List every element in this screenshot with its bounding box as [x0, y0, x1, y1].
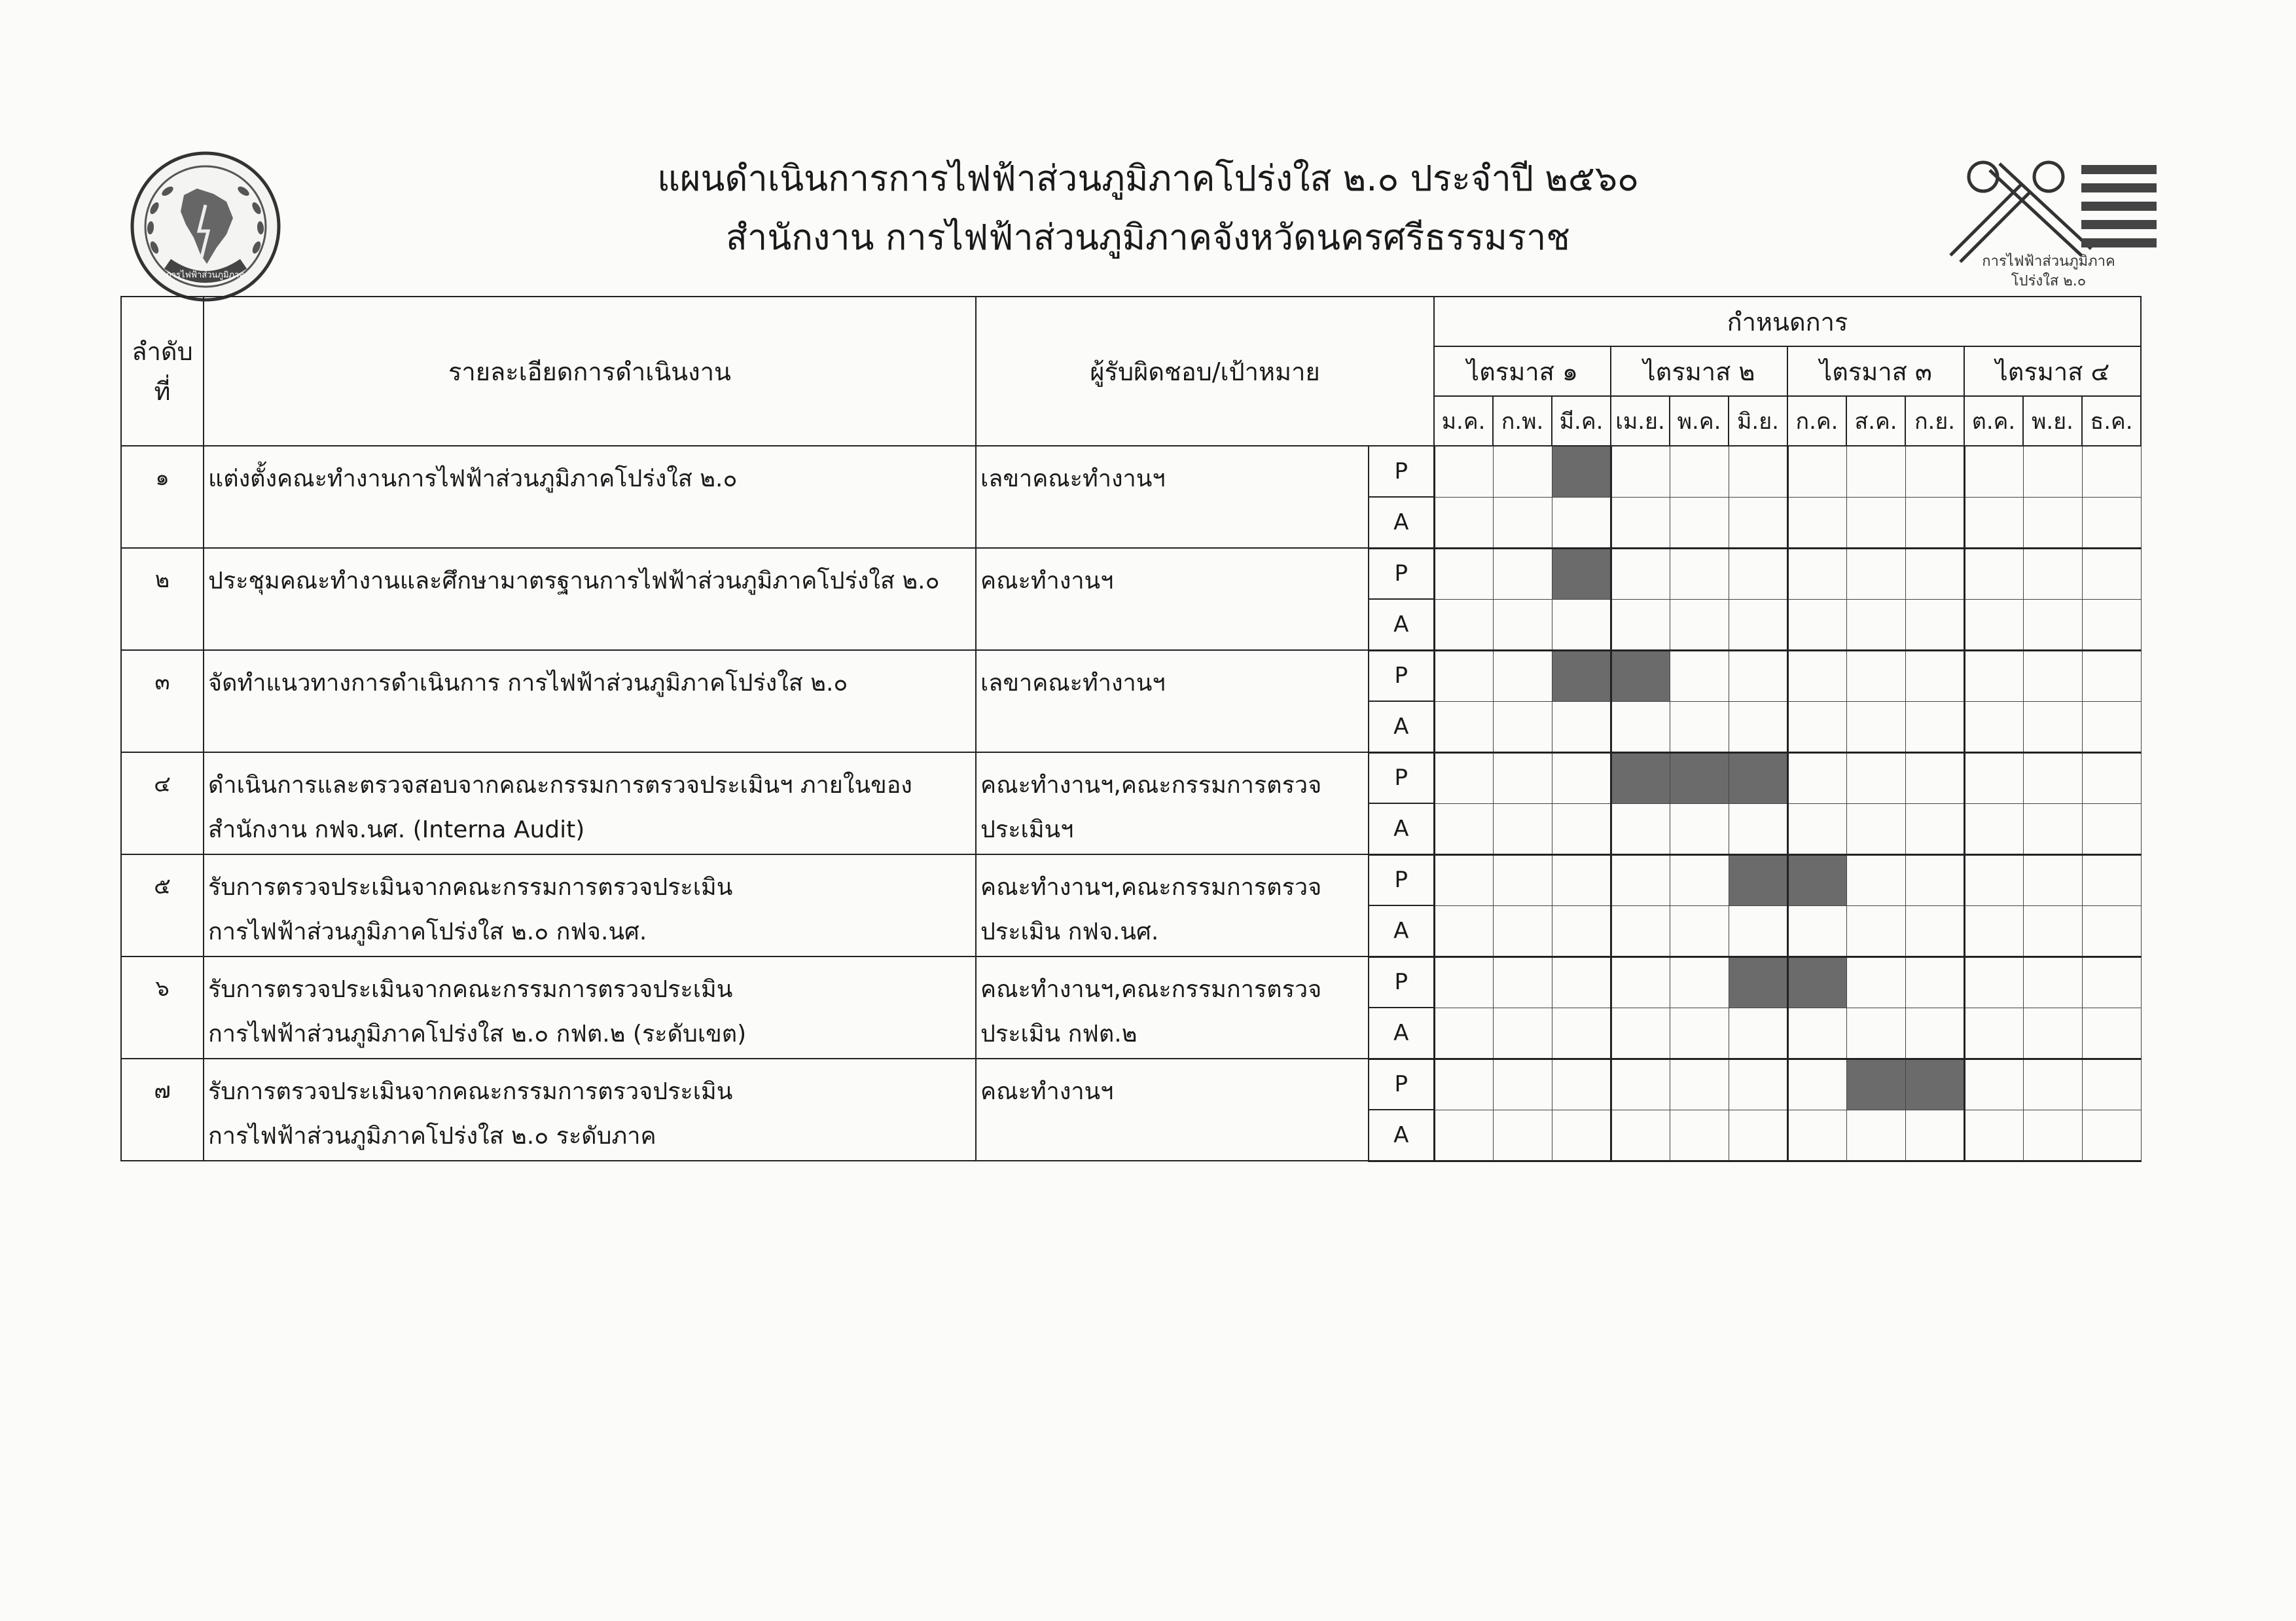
plan-cell [1434, 956, 1493, 1008]
plan-label: P [1369, 956, 1434, 1008]
detail-line-1: รับการตรวจประเมินจากคณะกรรมการตรวจประเมิน [208, 874, 733, 901]
actual-cell [1493, 803, 1552, 854]
plan-label: P [1369, 446, 1434, 497]
actual-cell [1787, 701, 1846, 752]
plan-cell [1905, 650, 1964, 701]
actual-cell [1434, 497, 1493, 548]
plan-cell [2023, 956, 2082, 1008]
plan-cell-filled [1552, 650, 1611, 701]
plan-label: P [1369, 752, 1434, 803]
actual-cell [1964, 803, 2023, 854]
logo-caption-line-2: โปร่งใส ๒.๐ [2011, 273, 2087, 289]
plan-cell [2082, 956, 2141, 1008]
actual-cell [1964, 905, 2023, 956]
actual-cell [2082, 701, 2141, 752]
plan-cell [1787, 752, 1846, 803]
plan-cell [1905, 956, 1964, 1008]
actual-cell [1670, 497, 1729, 548]
row-responsible [976, 548, 1369, 650]
actual-cell [1729, 497, 1787, 548]
actual-cell [1905, 905, 1964, 956]
actual-cell [1434, 701, 1493, 752]
actual-cell [1611, 803, 1670, 854]
plan-cell [1670, 446, 1729, 497]
plan-cell [1787, 1059, 1846, 1110]
plan-cell [1905, 548, 1964, 599]
plan-cell-filled [1670, 752, 1729, 803]
plan-cell-filled [1611, 650, 1670, 701]
actual-cell [1670, 1008, 1729, 1059]
quarter-header-2: ไตรมาส ๒ [1611, 346, 1787, 396]
plan-cell [1434, 446, 1493, 497]
actual-cell [1729, 1008, 1787, 1059]
row-responsible [976, 854, 1369, 956]
plan-cell [1846, 956, 1905, 1008]
actual-cell [1905, 1008, 1964, 1059]
plan-cell [1670, 956, 1729, 1008]
row-detail [204, 956, 976, 1059]
row-responsible [976, 1059, 1369, 1161]
responsible-line-1: เลขาคณะทำงานฯ [980, 670, 1166, 697]
responsible-line-1: คณะทำงานฯ,คณะกรรมการตรวจ [980, 976, 1322, 1003]
responsible-line-2: ประเมิน กฟต.๒ [980, 1021, 1138, 1047]
actual-cell [1611, 905, 1670, 956]
header-no: ลำดับ ที่ [121, 297, 204, 446]
plan-cell [1905, 752, 1964, 803]
actual-cell [2023, 599, 2082, 650]
plan-body [121, 446, 2141, 1161]
plan-cell [1729, 548, 1787, 599]
plan-cell-filled [1846, 1059, 1905, 1110]
plan-cell [2082, 1059, 2141, 1110]
actual-cell [1434, 803, 1493, 854]
plan-label: P [1369, 548, 1434, 599]
plan-cell [1964, 548, 2023, 599]
plan-label: P [1369, 650, 1434, 701]
month-header-2: ก.พ. [1493, 396, 1552, 446]
plan-cell [1493, 956, 1552, 1008]
month-header-4: เม.ย. [1611, 396, 1670, 446]
detail-line-1: รับการตรวจประเมินจากคณะกรรมการตรวจประเมิน [208, 976, 733, 1003]
plan-cell [1552, 1059, 1611, 1110]
plan-cell [1670, 1059, 1729, 1110]
actual-cell [1493, 1008, 1552, 1059]
actual-cell [1729, 803, 1787, 854]
plan-cell-filled [1729, 854, 1787, 905]
actual-cell [1787, 905, 1846, 956]
table-row [121, 548, 2141, 599]
quarter-header-3: ไตรมาส ๓ [1787, 346, 1964, 396]
plan-cell [1964, 854, 2023, 905]
actual-cell [1611, 497, 1670, 548]
plan-cell [2082, 752, 2141, 803]
actual-label: A [1369, 497, 1434, 548]
month-header-7: ก.ค. [1787, 396, 1846, 446]
row-detail [204, 854, 976, 956]
header-schedule: กำหนดการ [1434, 297, 2141, 346]
row-number: ๖ [121, 956, 204, 1059]
actual-cell [1846, 701, 1905, 752]
plan-cell-filled [1729, 752, 1787, 803]
plan-cell [1964, 446, 2023, 497]
row-number: ๒ [121, 548, 204, 650]
actual-cell [1787, 1110, 1846, 1161]
table-row [121, 854, 2141, 905]
plan-cell [1493, 548, 1552, 599]
table-row [121, 956, 2141, 1008]
detail-line-1: จัดทำแนวทางการดำเนินการ การไฟฟ้าส่วนภูมิภาคโปร่งใส ๒.๐ [208, 670, 848, 697]
plan-cell [1611, 956, 1670, 1008]
month-header-9: ก.ย. [1905, 396, 1964, 446]
month-header-12: ธ.ค. [2082, 396, 2141, 446]
actual-cell [1552, 497, 1611, 548]
actual-cell [1434, 905, 1493, 956]
actual-cell [1729, 905, 1787, 956]
plan-cell [1552, 956, 1611, 1008]
plan-cell [1493, 752, 1552, 803]
plan-cell [1964, 956, 2023, 1008]
actual-cell [2082, 1110, 2141, 1161]
month-header-8: ส.ค. [1846, 396, 1905, 446]
table-row [121, 650, 2141, 701]
plan-cell [1552, 854, 1611, 905]
plan-cell [2023, 752, 2082, 803]
actual-cell [1552, 701, 1611, 752]
plan-cell [1846, 854, 1905, 905]
plan-cell [1434, 650, 1493, 701]
plan-cell-filled [1729, 956, 1787, 1008]
plan-cell [1729, 446, 1787, 497]
actual-cell [1493, 701, 1552, 752]
plan-cell [1846, 446, 1905, 497]
actual-cell [1787, 497, 1846, 548]
responsible-line-1: คณะทำงานฯ,คณะกรรมการตรวจ [980, 772, 1322, 799]
plan-cell [2023, 446, 2082, 497]
actual-cell [1611, 701, 1670, 752]
row-responsible [976, 752, 1369, 854]
plan-cell [2023, 1059, 2082, 1110]
plan-cell-filled [1787, 854, 1846, 905]
actual-cell [1552, 1110, 1611, 1161]
plan-cell [1846, 752, 1905, 803]
table-row [121, 752, 2141, 803]
actual-cell [1611, 599, 1670, 650]
row-responsible [976, 446, 1369, 548]
header-responsible: ผู้รับผิดชอบ/เป้าหมาย [976, 297, 1434, 446]
actual-cell [1670, 599, 1729, 650]
actual-label: A [1369, 1008, 1434, 1059]
actual-cell [1787, 1008, 1846, 1059]
month-header-3: มี.ค. [1552, 396, 1611, 446]
row-number: ๕ [121, 854, 204, 956]
actual-cell [1670, 701, 1729, 752]
detail-line-1: ดำเนินการและตรวจสอบจากคณะกรรมการตรวจประเมินฯ ภายในของ [208, 772, 912, 799]
actual-cell [1964, 1110, 2023, 1161]
row-detail [204, 752, 976, 854]
plan-label: P [1369, 1059, 1434, 1110]
plan-label: P [1369, 854, 1434, 905]
actual-cell [1670, 1110, 1729, 1161]
actual-cell [2023, 905, 2082, 956]
row-number: ๑ [121, 446, 204, 548]
seal-text: การไฟฟ้าส่วนภูมิภาค [166, 270, 245, 280]
actual-label: A [1369, 599, 1434, 650]
actual-cell [1552, 905, 1611, 956]
plan-cell [1670, 854, 1729, 905]
actual-cell [1552, 599, 1611, 650]
plan-cell [2023, 548, 2082, 599]
actual-cell [1434, 1110, 1493, 1161]
actual-cell [1729, 1110, 1787, 1161]
plan-cell [1434, 854, 1493, 905]
plan-cell [1846, 548, 1905, 599]
plan-cell [1493, 446, 1552, 497]
month-header-6: มิ.ย. [1729, 396, 1787, 446]
actual-cell [1552, 1008, 1611, 1059]
month-header-1: ม.ค. [1434, 396, 1493, 446]
actual-label: A [1369, 1110, 1434, 1161]
plan-cell [1964, 752, 2023, 803]
plan-cell [1905, 446, 1964, 497]
plan-cell [1434, 1059, 1493, 1110]
actual-cell [2082, 599, 2141, 650]
actual-cell [1729, 701, 1787, 752]
plan-cell [1964, 650, 2023, 701]
plan-cell-filled [1552, 548, 1611, 599]
responsible-line-2: ประเมินฯ [980, 816, 1074, 843]
row-number: ๔ [121, 752, 204, 854]
actual-cell [1846, 1008, 1905, 1059]
actual-cell [2082, 1008, 2141, 1059]
actual-cell [2082, 905, 2141, 956]
actual-cell [1905, 701, 1964, 752]
plan-cell [2082, 650, 2141, 701]
actual-cell [1964, 1008, 2023, 1059]
quarter-header-1: ไตรมาส ๑ [1434, 346, 1611, 396]
actual-cell [1670, 803, 1729, 854]
actual-cell [2023, 497, 2082, 548]
row-detail [204, 1059, 976, 1161]
plan-table [120, 296, 2142, 1162]
plan-table-container [120, 296, 2142, 1162]
actual-cell [2082, 803, 2141, 854]
actual-cell [1964, 599, 2023, 650]
responsible-line-2: ประเมิน กฟจ.นศ. [980, 919, 1159, 945]
plan-cell [1905, 854, 1964, 905]
table-row [121, 446, 2141, 497]
actual-cell [1787, 803, 1846, 854]
header-detail: รายละเอียดการดำเนินงาน [204, 297, 976, 446]
month-header-5: พ.ค. [1670, 396, 1729, 446]
plan-cell [2082, 548, 2141, 599]
plan-cell [2082, 854, 2141, 905]
responsible-line-1: เลขาคณะทำงานฯ [980, 465, 1166, 492]
actual-cell [1787, 599, 1846, 650]
row-number: ๓ [121, 650, 204, 752]
actual-cell [1552, 803, 1611, 854]
row-number: ๗ [121, 1059, 204, 1161]
actual-cell [2082, 497, 2141, 548]
detail-line-1: รับการตรวจประเมินจากคณะกรรมการตรวจประเมิน [208, 1078, 733, 1105]
row-responsible [976, 650, 1369, 752]
actual-cell [1846, 905, 1905, 956]
title-line-1: แผนดำเนินการการไฟฟ้าส่วนภูมิภาคโปร่งใส ๒.๐ ประจำปี ๒๕๖๐ [657, 158, 1639, 199]
plan-cell [1493, 854, 1552, 905]
row-responsible [976, 956, 1369, 1059]
detail-line-2: การไฟฟ้าส่วนภูมิภาคโปร่งใส ๒.๐ กฟต.๒ (ระดับเขต) [208, 1021, 747, 1047]
actual-cell [1493, 599, 1552, 650]
actual-cell [1611, 1110, 1670, 1161]
detail-line-2: การไฟฟ้าส่วนภูมิภาคโปร่งใส ๒.๐ ระดับภาค [208, 1123, 656, 1150]
plan-cell [1611, 1059, 1670, 1110]
actual-cell [2023, 701, 2082, 752]
detail-line-2: การไฟฟ้าส่วนภูมิภาคโปร่งใส ๒.๐ กฟจ.นศ. [208, 919, 647, 945]
actual-cell [1846, 497, 1905, 548]
plan-cell [1611, 854, 1670, 905]
actual-cell [1964, 497, 2023, 548]
logo-caption-line-1: การไฟฟ้าส่วนภูมิภาค [1982, 253, 2115, 270]
month-header-10: ต.ค. [1964, 396, 2023, 446]
actual-label: A [1369, 905, 1434, 956]
actual-cell [1493, 1110, 1552, 1161]
month-header-11: พ.ย. [2023, 396, 2082, 446]
plan-cell [1611, 446, 1670, 497]
plan-cell [1787, 446, 1846, 497]
actual-cell [1434, 599, 1493, 650]
detail-line-2: สำนักงาน กฟจ.นศ. (Interna Audit) [208, 816, 585, 843]
actual-cell [1846, 803, 1905, 854]
plan-cell [1729, 1059, 1787, 1110]
row-detail [204, 548, 976, 650]
plan-cell [1670, 548, 1729, 599]
actual-cell [1846, 1110, 1905, 1161]
plan-cell [1493, 650, 1552, 701]
detail-line-1: แต่งตั้งคณะทำงานการไฟฟ้าส่วนภูมิภาคโปร่งใส ๒.๐ [208, 465, 738, 492]
actual-cell [2023, 803, 2082, 854]
row-detail [204, 650, 976, 752]
plan-cell [2082, 446, 2141, 497]
actual-cell [1493, 497, 1552, 548]
plan-cell-filled [1552, 446, 1611, 497]
actual-cell [2023, 1110, 2082, 1161]
actual-cell [1905, 599, 1964, 650]
plan-cell-filled [1611, 752, 1670, 803]
plan-cell [1729, 650, 1787, 701]
plan-cell-filled [1787, 956, 1846, 1008]
table-row [121, 1059, 2141, 1110]
plan-cell [1434, 752, 1493, 803]
actual-cell [1493, 905, 1552, 956]
plan-cell [1552, 752, 1611, 803]
actual-cell [1434, 1008, 1493, 1059]
plan-cell-filled [1905, 1059, 1964, 1110]
plan-cell [2023, 854, 2082, 905]
actual-cell [1846, 599, 1905, 650]
plan-cell [1787, 548, 1846, 599]
plan-cell [1434, 548, 1493, 599]
plan-cell [1964, 1059, 2023, 1110]
actual-label: A [1369, 803, 1434, 854]
logo-caption [1950, 252, 2147, 291]
plan-cell [1611, 548, 1670, 599]
actual-cell [1729, 599, 1787, 650]
responsible-line-1: คณะทำงานฯ [980, 568, 1114, 594]
actual-label: A [1369, 701, 1434, 752]
actual-cell [1611, 1008, 1670, 1059]
plan-cell [1493, 1059, 1552, 1110]
plan-cell [1670, 650, 1729, 701]
plan-cell [2023, 650, 2082, 701]
plan-cell [1787, 650, 1846, 701]
actual-cell [1964, 701, 2023, 752]
row-detail [204, 446, 976, 548]
plan-cell [1846, 650, 1905, 701]
actual-cell [1670, 905, 1729, 956]
responsible-line-1: คณะทำงานฯ,คณะกรรมการตรวจ [980, 874, 1322, 901]
title-line-2: สำนักงาน การไฟฟ้าส่วนภูมิภาคจังหวัดนครศรีธรรมราช [726, 217, 1570, 258]
actual-cell [1905, 497, 1964, 548]
detail-line-1: ประชุมคณะทำงานและศึกษามาตรฐานการไฟฟ้าส่วนภูมิภาคโปร่งใส ๒.๐ [208, 568, 940, 594]
actual-cell [1905, 803, 1964, 854]
quarter-header-4: ไตรมาส ๔ [1964, 346, 2141, 396]
responsible-line-1: คณะทำงานฯ [980, 1078, 1114, 1105]
actual-cell [2023, 1008, 2082, 1059]
actual-cell [1905, 1110, 1964, 1161]
